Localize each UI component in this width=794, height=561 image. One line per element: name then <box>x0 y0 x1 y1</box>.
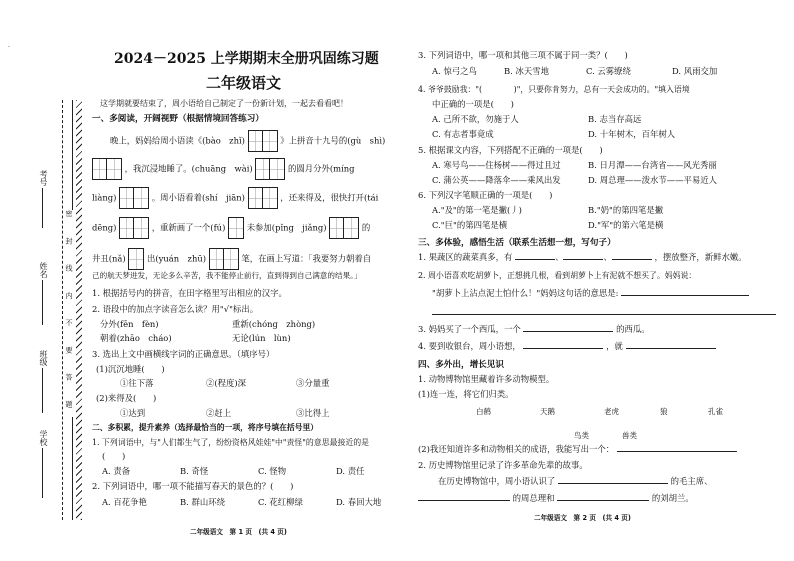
xingming-label: 姓名 <box>39 262 48 278</box>
animal-label[interactable]: 狼 <box>660 407 668 416</box>
banji-label: 班级 <box>39 350 48 366</box>
writing-grid[interactable] <box>119 187 149 209</box>
outing-question-1a: (1)连一连，将它们归类。 <box>418 389 514 399</box>
outing-question-1b: (2)我还知道许多和动物相关的成语，我能写出一个： <box>418 444 737 455</box>
answer-blank[interactable] <box>558 483 668 484</box>
animal-label[interactable]: 白鹤 <box>476 407 491 416</box>
mc5-option[interactable]: D. 周总理——泼水节——平易近人 <box>588 175 717 185</box>
xuexiao-label: 学校 <box>39 430 48 446</box>
sentence-2: 2. 周小语喜欢吃胡萝卜，正想挑几根，看到胡萝卜上有泥就不想买了。妈妈说： <box>418 271 697 280</box>
intro-text: 这学期就要结束了，周小语给自己制定了一份新计划，一起去看看吧！ <box>100 99 348 108</box>
sentence-1: 1. 果蔬区的蔬菜真多，有 、 、 ，摆放整齐，新鲜水嫩。 <box>418 252 747 262</box>
q3-sub-2-option[interactable]: ②赶上 <box>206 408 232 418</box>
mc-question-1-paren[interactable]: ( ) <box>102 451 126 461</box>
mc3-option[interactable]: B. 冰天雪地 <box>504 66 549 76</box>
writing-grid[interactable] <box>209 248 239 270</box>
passage-line-1: 晚上，妈妈给周小语读《(bào zhǐ) 》上拼音十九号的(gù shì) <box>110 130 385 152</box>
mc-question-5: 5. 根据课文内容，下列搭配不正确的一项是( ) <box>418 145 603 155</box>
sentence-3: 3. 妈妈买了一个西瓜，一个 的西瓜。 <box>418 324 650 334</box>
mc4-option[interactable]: C. 有志者事竟成 <box>432 129 494 139</box>
passage-line-3: liàng) 。周小语看着(shí jiān) ，还来得及，很快打开(tái <box>92 187 378 209</box>
sentence-4: 4. 要到收银台，周小语想， ，就 <box>418 341 716 352</box>
answer-blank[interactable] <box>515 259 555 260</box>
q3-sub-1-option[interactable]: ①往下落 <box>120 378 154 388</box>
mc-question-1: 1. 下列词语中，与"人们都生气了，纷纷资格风娃娃"中"责怪"的意思最接近的是 <box>92 438 370 447</box>
q2-option[interactable]: 重新(chóng zhòng) <box>232 319 316 329</box>
outing-question-1: 1. 动物博物馆里藏着许多动物模型。 <box>418 374 555 384</box>
q3-sub-1-option[interactable]: ②(程度)深 <box>206 378 247 388</box>
q3-sub-2-option[interactable]: ①达到 <box>120 408 146 418</box>
writing-grid[interactable] <box>248 187 278 209</box>
banji-line <box>42 368 43 413</box>
answer-blank[interactable] <box>626 348 716 349</box>
mc4-option[interactable]: B. 志当存高远 <box>588 114 642 124</box>
mc1-option[interactable]: B. 奇怪 <box>180 466 209 476</box>
answer-blank[interactable] <box>617 451 737 452</box>
mc4-option[interactable]: D. 十年树木，百年树人 <box>588 129 676 139</box>
mc3-option[interactable]: C. 云雾缭绕 <box>586 66 631 76</box>
mc1-option[interactable]: D. 责任 <box>336 466 365 476</box>
answer-blank[interactable] <box>523 331 613 332</box>
writing-grid[interactable] <box>255 158 285 180</box>
section-3-heading: 三、多体验，感悟生活（联系生活想一想，写句子） <box>418 238 616 248</box>
outing-question-2a: 在历史博物馆中，周小语认识了 的毛主席、 <box>438 476 713 486</box>
mc6-option[interactable]: D."军"的第六笔是横 <box>588 220 664 230</box>
mc-question-3: 3. 下列词语中，哪一项和其他三项不属于同一类？( ) <box>418 50 628 60</box>
answer-blank[interactable] <box>612 259 652 260</box>
sentence-2b: "胡萝卜上沾点泥土怕什么！"妈妈这句话的意思是: <box>432 288 749 299</box>
mc2-option[interactable]: C. 花红柳绿 <box>258 497 303 507</box>
mc2-option[interactable]: B. 群山环绕 <box>180 497 225 507</box>
xingming-line <box>42 280 43 325</box>
question-3: 3. 选出上文中画横线字词的正确意思。（填序号） <box>92 349 275 359</box>
seal-text: 密 封 线 内 不 要 答 题 <box>65 210 73 417</box>
passage-line-2: ，我沉浸地睡了。(chuāng wài) 的圆月分外(míng <box>92 158 355 180</box>
writing-grid[interactable] <box>92 158 122 180</box>
mc3-option[interactable]: A. 惊弓之鸟 <box>432 66 477 76</box>
page-title: 2024－2025 上学期期末全册巩固练习题 <box>114 51 379 67</box>
mc6-option[interactable]: B."奶"的第四笔是撇 <box>588 205 664 215</box>
passage-line-5: 井丑(nǎ) 出(yuán zhū) 笔，在画上写道：「我要努力朝着自 <box>92 248 371 270</box>
animal-label[interactable]: 天鹅 <box>540 407 555 416</box>
answer-line[interactable] <box>432 314 776 315</box>
question-1: 1. 根据括号内的拼音，在田字格里写出相应的汉字。 <box>92 288 287 298</box>
mc1-option[interactable]: C. 怪物 <box>258 466 287 476</box>
q2-option[interactable]: 分外(fēn fèn) <box>100 319 159 329</box>
q3-sub-2-option[interactable]: ③比得上 <box>296 408 330 418</box>
page-subtitle: 二年级语文 <box>206 74 282 92</box>
group-label[interactable]: 鸟类 <box>574 431 589 440</box>
mc5-option[interactable]: B. 日月潭——台湾省——风光秀丽 <box>588 160 717 170</box>
mc-question-2: 2. 下列词语中，哪一项不能描写春天的景色的？( ) <box>92 481 294 491</box>
writing-grid[interactable] <box>128 248 144 270</box>
q3-sub-1: (1)沉沉地睡( ) <box>96 364 165 374</box>
q3-sub-2: (2)来得及( ) <box>96 393 157 403</box>
animal-label[interactable]: 老虎 <box>604 407 619 416</box>
mc2-option[interactable]: A. 百花争艳 <box>102 497 147 507</box>
mc4-option[interactable]: A. 己所不欲，勿施于人 <box>432 114 519 124</box>
writing-grid[interactable] <box>228 217 244 239</box>
section-4-heading: 四、多外出，增长见识 <box>418 360 504 370</box>
hatch-strip <box>76 100 82 520</box>
passage-line-6: 己的航天梦进发，无论多么辛苦，我不能停止前行，直到得到自己满意的结果。」 <box>92 271 362 280</box>
mc5-option[interactable]: A. 寒号鸟——住杨树——得过且过 <box>432 160 561 170</box>
mc1-option[interactable]: A. 责备 <box>102 466 131 476</box>
q3-sub-1-option[interactable]: ③分量重 <box>296 378 330 388</box>
writing-grid[interactable] <box>329 217 359 239</box>
passage-line-4: dēng) ，重新画了一个(fú) 未参加(pǐng jiǎng) 的 <box>92 217 370 239</box>
mc5-option[interactable]: C. 蒲公英——降落伞——乘风出发 <box>432 175 561 185</box>
writing-grid[interactable] <box>119 217 149 239</box>
xuexiao-line <box>42 448 43 498</box>
outing-question-2b: 的周总理和 的刘胡兰。 <box>418 493 694 504</box>
answer-blank[interactable] <box>621 295 749 296</box>
q2-option[interactable]: 无论(lún lùn) <box>232 333 291 343</box>
q2-option[interactable]: 朝着(zhāo cháo) <box>100 333 172 343</box>
answer-blank[interactable] <box>557 500 649 501</box>
group-label[interactable]: 兽类 <box>622 431 637 440</box>
mc-question-4b: 中正确的一项是( ) <box>432 99 514 109</box>
kaohao-line <box>42 188 43 228</box>
animal-label[interactable]: 孔雀 <box>708 407 723 416</box>
answer-blank[interactable] <box>418 500 510 501</box>
mc6-option[interactable]: A."及"的第一笔是撇(丿) <box>432 205 522 215</box>
mc2-option[interactable]: D. 春回大地 <box>336 497 382 507</box>
section-1-heading: 一、多阅读，开阔视野（根据情境回答练习） <box>92 114 264 124</box>
mc-question-6: 6. 下列汉字笔顺正确的一项是( ) <box>418 190 553 200</box>
seal-dashes <box>62 100 63 520</box>
mc-question-4: 4. 爷爷鼓励我："( )"，只要你肯努力，总有一天会成功的。"填入语境 <box>418 85 690 94</box>
answer-blank[interactable] <box>523 348 603 349</box>
section-2-heading: 二、多积累，提升素养（选择最恰当的一项，将序号填在括号里） <box>92 423 319 432</box>
question-2: 2. 语段中的加点字读音怎么读？用"√"标出。 <box>92 304 259 314</box>
writing-grid[interactable] <box>248 130 278 152</box>
page-footer-2: 二年级语文 第 2 页 (共 4 页) <box>534 514 631 522</box>
page-footer-1: 二年级语文 第 1 页 (共 4 页) <box>190 528 287 536</box>
answer-blank[interactable] <box>563 259 603 260</box>
outing-question-2: 2. 历史博物馆里记录了许多革命先辈的故事。 <box>418 460 588 470</box>
mc3-option[interactable]: D. 风雨交加 <box>672 66 718 76</box>
mc6-option[interactable]: C."巨"的第四笔是横 <box>432 220 508 230</box>
kaohao-label: 考号 <box>39 170 48 186</box>
